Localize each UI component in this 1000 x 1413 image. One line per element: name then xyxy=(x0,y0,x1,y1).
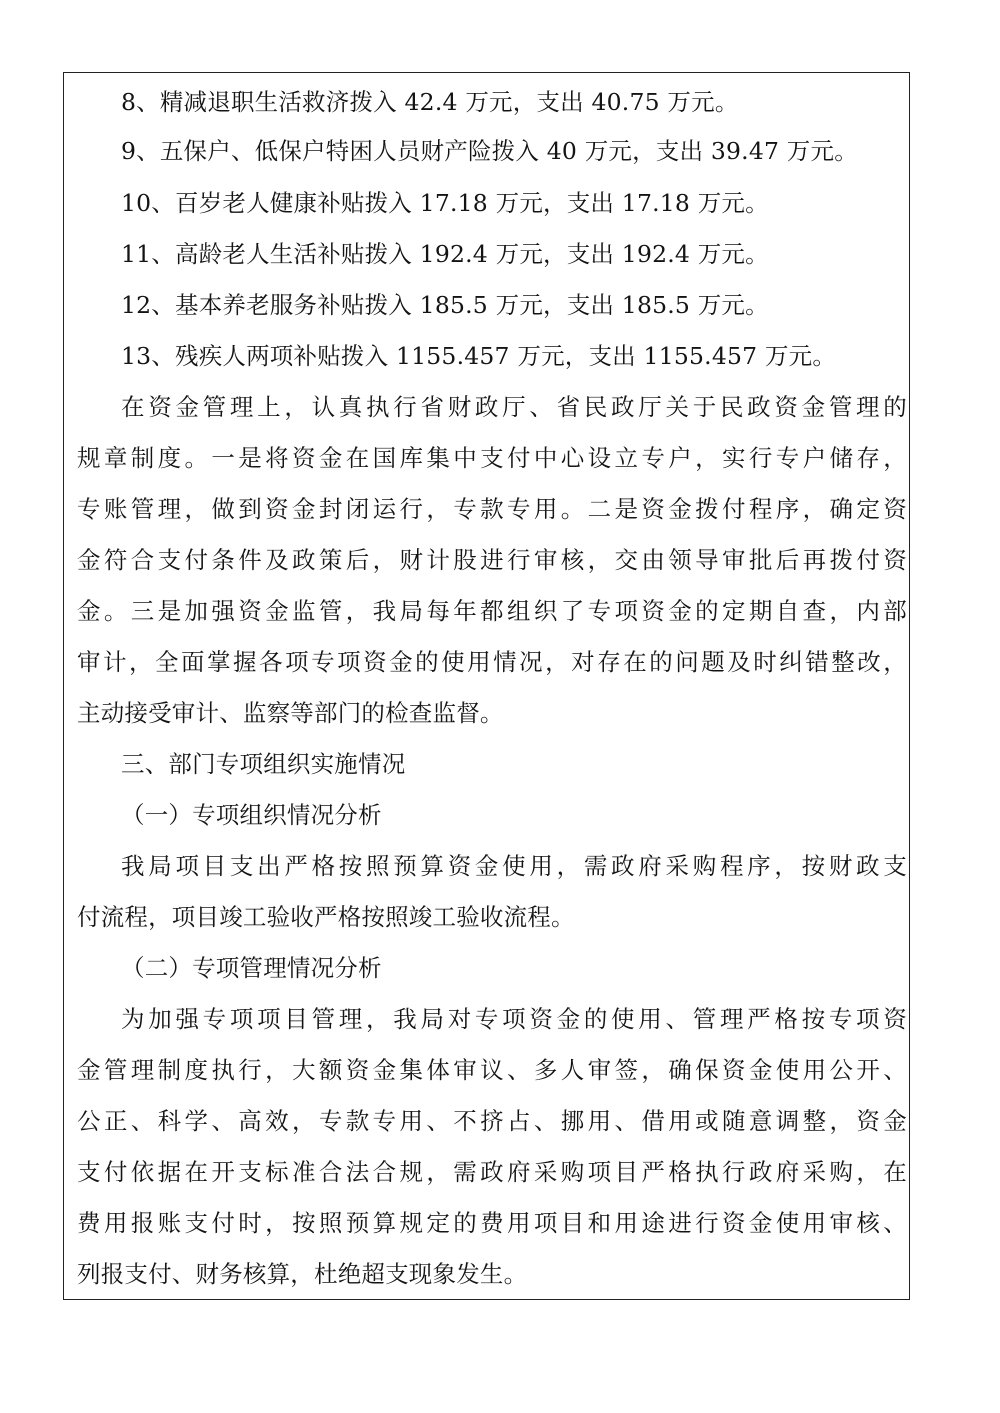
subsection-two-heading: （二）专项管理情况分析 xyxy=(121,954,382,982)
fund-item-13: 13、残疾人两项补贴拨入 1155.457 万元，支出 1155.457 万元。 xyxy=(121,342,837,370)
subsection-two-paragraph-line: 列报支付、财务核算，杜绝超支现象发生。 xyxy=(77,1260,528,1288)
management-paragraph-line: 审计，全面掌握各项专项资金的使用情况，对存在的问题及时纠错整改， xyxy=(77,648,907,676)
subsection-two-paragraph-line: 为加强专项项目管理，我局对专项资金的使用、管理严格按专项资 xyxy=(121,1005,907,1033)
fund-item-11: 11、高龄老人生活补贴拨入 192.4 万元，支出 192.4 万元。 xyxy=(121,240,769,268)
management-paragraph-line: 金符合支付条件及政策后，财计股进行审核，交由领导审批后再拨付资 xyxy=(77,546,907,574)
subsection-two-paragraph-line: 支付依据在开支标准合法合规，需政府采购项目严格执行政府采购，在 xyxy=(77,1158,907,1186)
subsection-one-paragraph-line: 付流程，项目竣工验收严格按照竣工验收流程。 xyxy=(77,903,575,931)
management-paragraph-line: 金。三是加强资金监管，我局每年都组织了专项资金的定期自查，内部 xyxy=(77,597,907,625)
subsection-two-paragraph-line: 金管理制度执行，大额资金集体审议、多人审签，确保资金使用公开、 xyxy=(77,1056,907,1084)
subsection-one-paragraph-line: 我局项目支出严格按照预算资金使用，需政府采购程序，按财政支 xyxy=(121,852,907,880)
subsection-two-paragraph-line: 公正、科学、高效，专款专用、不挤占、挪用、借用或随意调整，资金 xyxy=(77,1107,907,1135)
fund-item-12: 12、基本养老服务补贴拨入 185.5 万元，支出 185.5 万元。 xyxy=(121,291,769,319)
subsection-one-heading: （一）专项组织情况分析 xyxy=(121,801,382,829)
management-paragraph-line: 在资金管理上，认真执行省财政厅、省民政厅关于民政资金管理的 xyxy=(121,393,907,421)
section-three-heading: 三、部门专项组织实施情况 xyxy=(121,750,406,778)
management-paragraph-line: 规章制度。一是将资金在国库集中支付中心设立专户，实行专户储存， xyxy=(77,444,907,472)
management-paragraph-line: 主动接受审计、监察等部门的检查监督。 xyxy=(77,699,504,727)
fund-item-8: 8、精减退职生活救济拨入 42.4 万元，支出 40.75 万元。 xyxy=(121,88,739,116)
fund-item-10: 10、百岁老人健康补贴拨入 17.18 万元，支出 17.18 万元。 xyxy=(121,189,769,217)
subsection-two-paragraph-line: 费用报账支付时，按照预算规定的费用项目和用途进行资金使用审核、 xyxy=(77,1209,907,1237)
fund-item-9: 9、五保户、低保户特困人员财产险拨入 40 万元，支出 39.47 万元。 xyxy=(121,137,858,165)
management-paragraph-line: 专账管理，做到资金封闭运行，专款专用。二是资金拨付程序，确定资 xyxy=(77,495,907,523)
